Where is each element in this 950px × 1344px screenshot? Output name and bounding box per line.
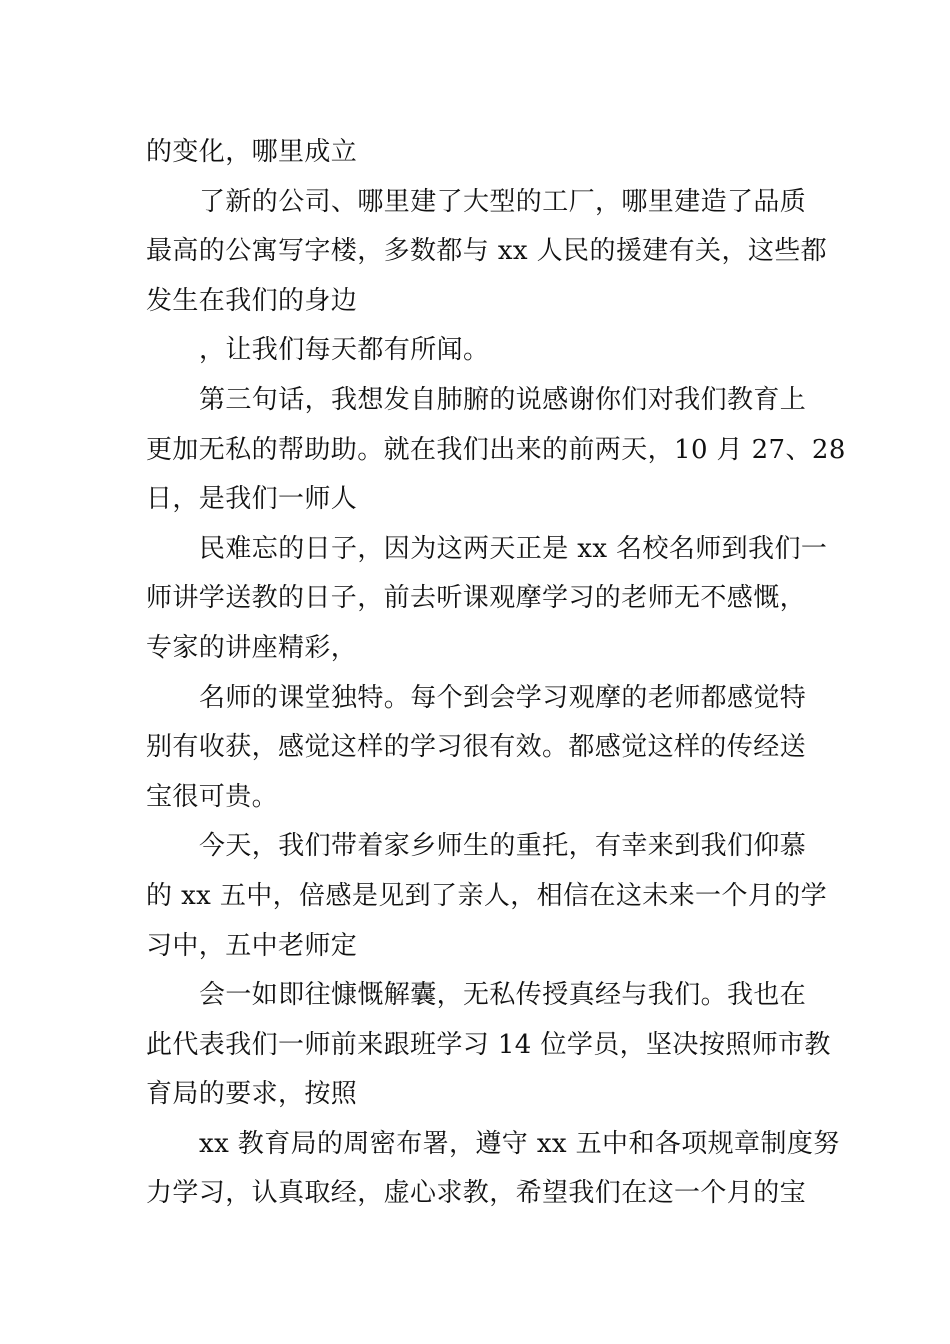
- text-line: 今天，我们带着家乡师生的重托，有幸来到我们仰慕: [199, 831, 807, 862]
- text-line: 此代表我们一师前来跟班学习 14 位学员，坚决按照师市教: [146, 1029, 831, 1060]
- text-line: 了新的公司、哪里建了大型的工厂，哪里建造了品质: [199, 186, 807, 217]
- text-line: 民难忘的日子，因为这两天正是 xx 名校名师到我们一: [199, 533, 828, 564]
- text-line: 会一如即往慷慨解囊，无私传授真经与我们。我也在: [199, 980, 807, 1011]
- text-line: ，让我们每天都有所闻。: [199, 335, 490, 366]
- text-line: 习中，五中老师定: [146, 930, 358, 961]
- text-line: 宝很可贵。: [146, 781, 279, 812]
- text-line: 师讲学送教的日子，前去听课观摩学习的老师无不感慨，: [146, 583, 807, 614]
- text-line: 日，是我们一师人: [146, 484, 358, 515]
- text-line: xx 教育局的周密布署，遵守 xx 五中和各项规章制度努: [199, 1128, 840, 1159]
- text-line: 第三句话，我想发自肺腑的说感谢你们对我们教育上: [199, 384, 807, 415]
- text-line: 育局的要求，按照: [146, 1079, 358, 1110]
- text-line: 力学习，认真取经，虚心求教，希望我们在这一个月的宝: [146, 1178, 807, 1209]
- text-line: 的变化，哪里成立: [146, 137, 358, 167]
- text-line: 别有收获，感觉这样的学习很有效。都感觉这样的传经送: [146, 732, 807, 763]
- text-line: 发生在我们的身边: [146, 285, 358, 316]
- text-line: 专家的讲座精彩，: [146, 632, 358, 663]
- text-line: 名师的课堂独特。每个到会学习观摩的老师都感觉特: [199, 682, 807, 713]
- text-line: 的 xx 五中，倍感是见到了亲人，相信在这未来一个月的学: [146, 880, 828, 911]
- text-line: 最高的公寓写字楼，多数都与 xx 人民的援建有关，这些都: [146, 236, 828, 267]
- text-line: 更加无私的帮助助。就在我们出来的前两天，10 月 27、28: [146, 434, 846, 465]
- document-body: [146, 128, 846, 1219]
